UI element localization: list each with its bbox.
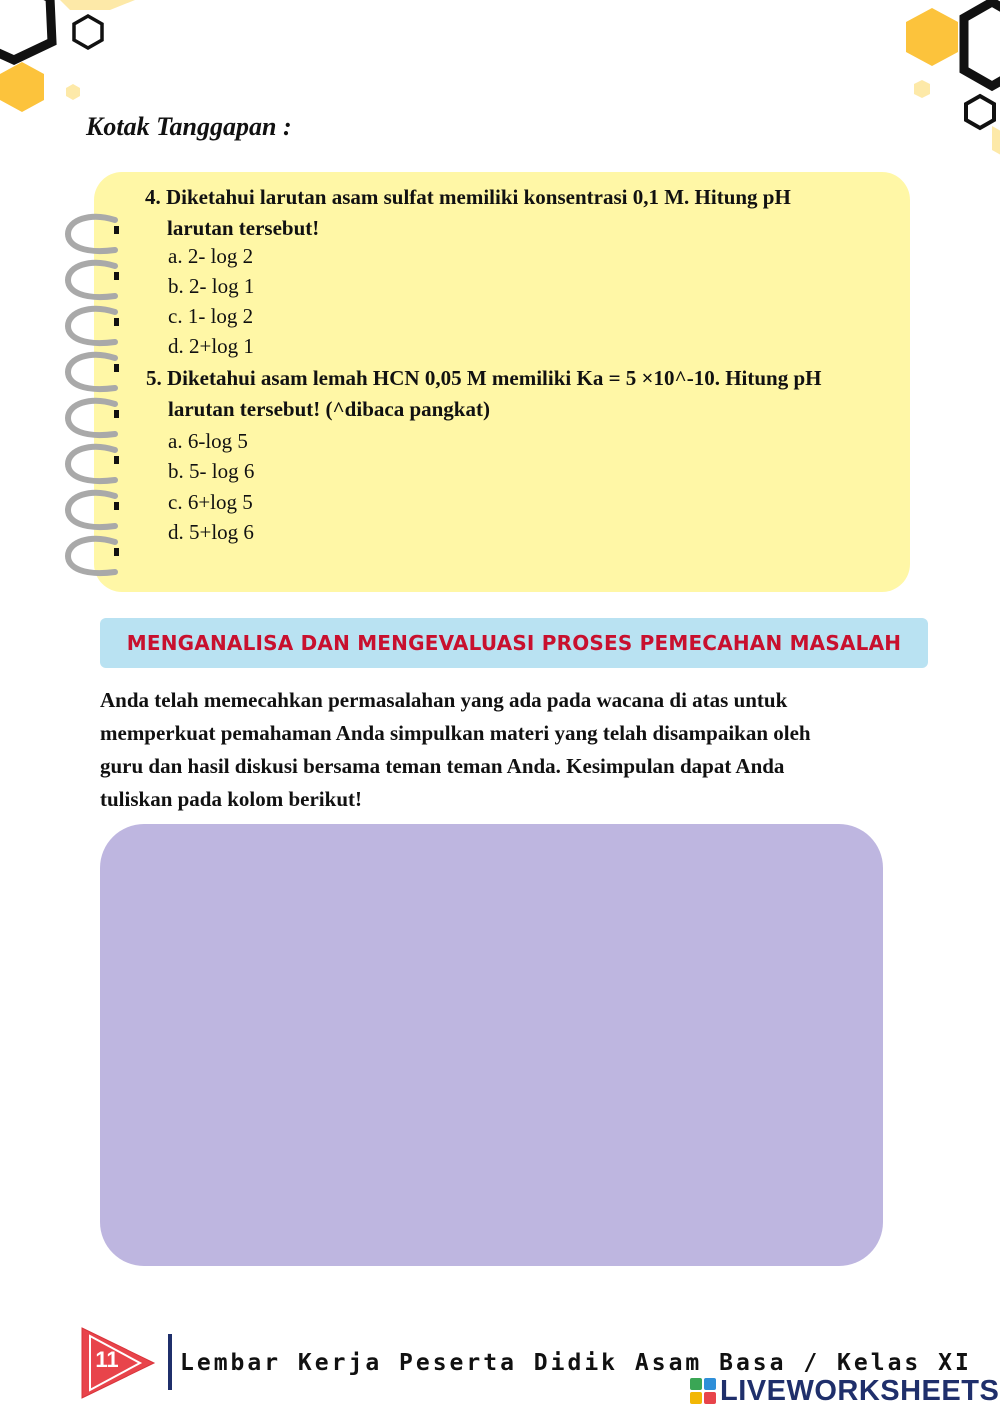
section-title: MENGANALISA DAN MENGEVALUASI PROSES PEMECAHAN MASALAH (126, 631, 902, 655)
footer-divider (168, 1334, 172, 1390)
question-5-option-c[interactable]: c. 6+log 5 (168, 490, 253, 514)
question-5-option-b[interactable]: b. 5- log 6 (168, 459, 255, 483)
hexagon-decoration-top-left (0, 0, 140, 130)
question-4-text: 4. Diketahui larutan asam sulfat memiliki konsentrasi 0,1 M. Hitung pH (145, 185, 791, 209)
instruction-paragraph (100, 684, 890, 816)
liveworksheets-watermark (690, 1374, 999, 1408)
liveworksheets-logo-icon (690, 1378, 716, 1404)
response-box-heading: Kotak Tanggapan : (86, 112, 292, 141)
question-5-option-d[interactable]: d. 5+log 6 (168, 520, 254, 544)
footer-title: Lembar Kerja Peserta Didik Asam Basa / Kelas XI (180, 1350, 972, 1376)
question-4-option-c[interactable]: c. 1- log 2 (168, 304, 254, 328)
question-5-text: 5. Diketahui asam lemah HCN 0,05 M memiliki Ka = 5 ×10^-10. Hitung pH (146, 366, 822, 390)
conclusion-answer-box[interactable] (100, 824, 883, 1266)
instruction-line: guru dan hasil diskusi bersama teman teman Anda. Kesimpulan dapat Anda (100, 754, 785, 778)
question-4-text-cont: larutan tersebut! (167, 216, 320, 240)
instruction-line: memperkuat pemahaman Anda simpulkan materi yang telah disampaikan oleh (100, 721, 811, 745)
liveworksheets-text: LIVEWORKSHEETS (720, 1374, 1000, 1407)
instruction-line: Anda telah memecahkan permasalahan yang ada pada wacana di atas untuk (100, 688, 788, 712)
question-5-text-cont: larutan tersebut! (^dibaca pangkat) (168, 397, 490, 421)
instruction-line: tuliskan pada kolom berikut! (100, 787, 362, 811)
question-5-option-a[interactable]: a. 6-log 5 (168, 429, 248, 453)
question-4-option-b[interactable]: b. 2- log 1 (168, 274, 255, 298)
question-4-option-a[interactable]: a. 2- log 2 (168, 244, 254, 268)
spiral-binding (60, 210, 130, 582)
page-number: 11 (95, 1347, 119, 1372)
section-banner (100, 618, 928, 668)
hexagon-decoration-top-right (880, 0, 1000, 160)
question-4-option-d[interactable]: d. 2+log 1 (168, 334, 254, 358)
